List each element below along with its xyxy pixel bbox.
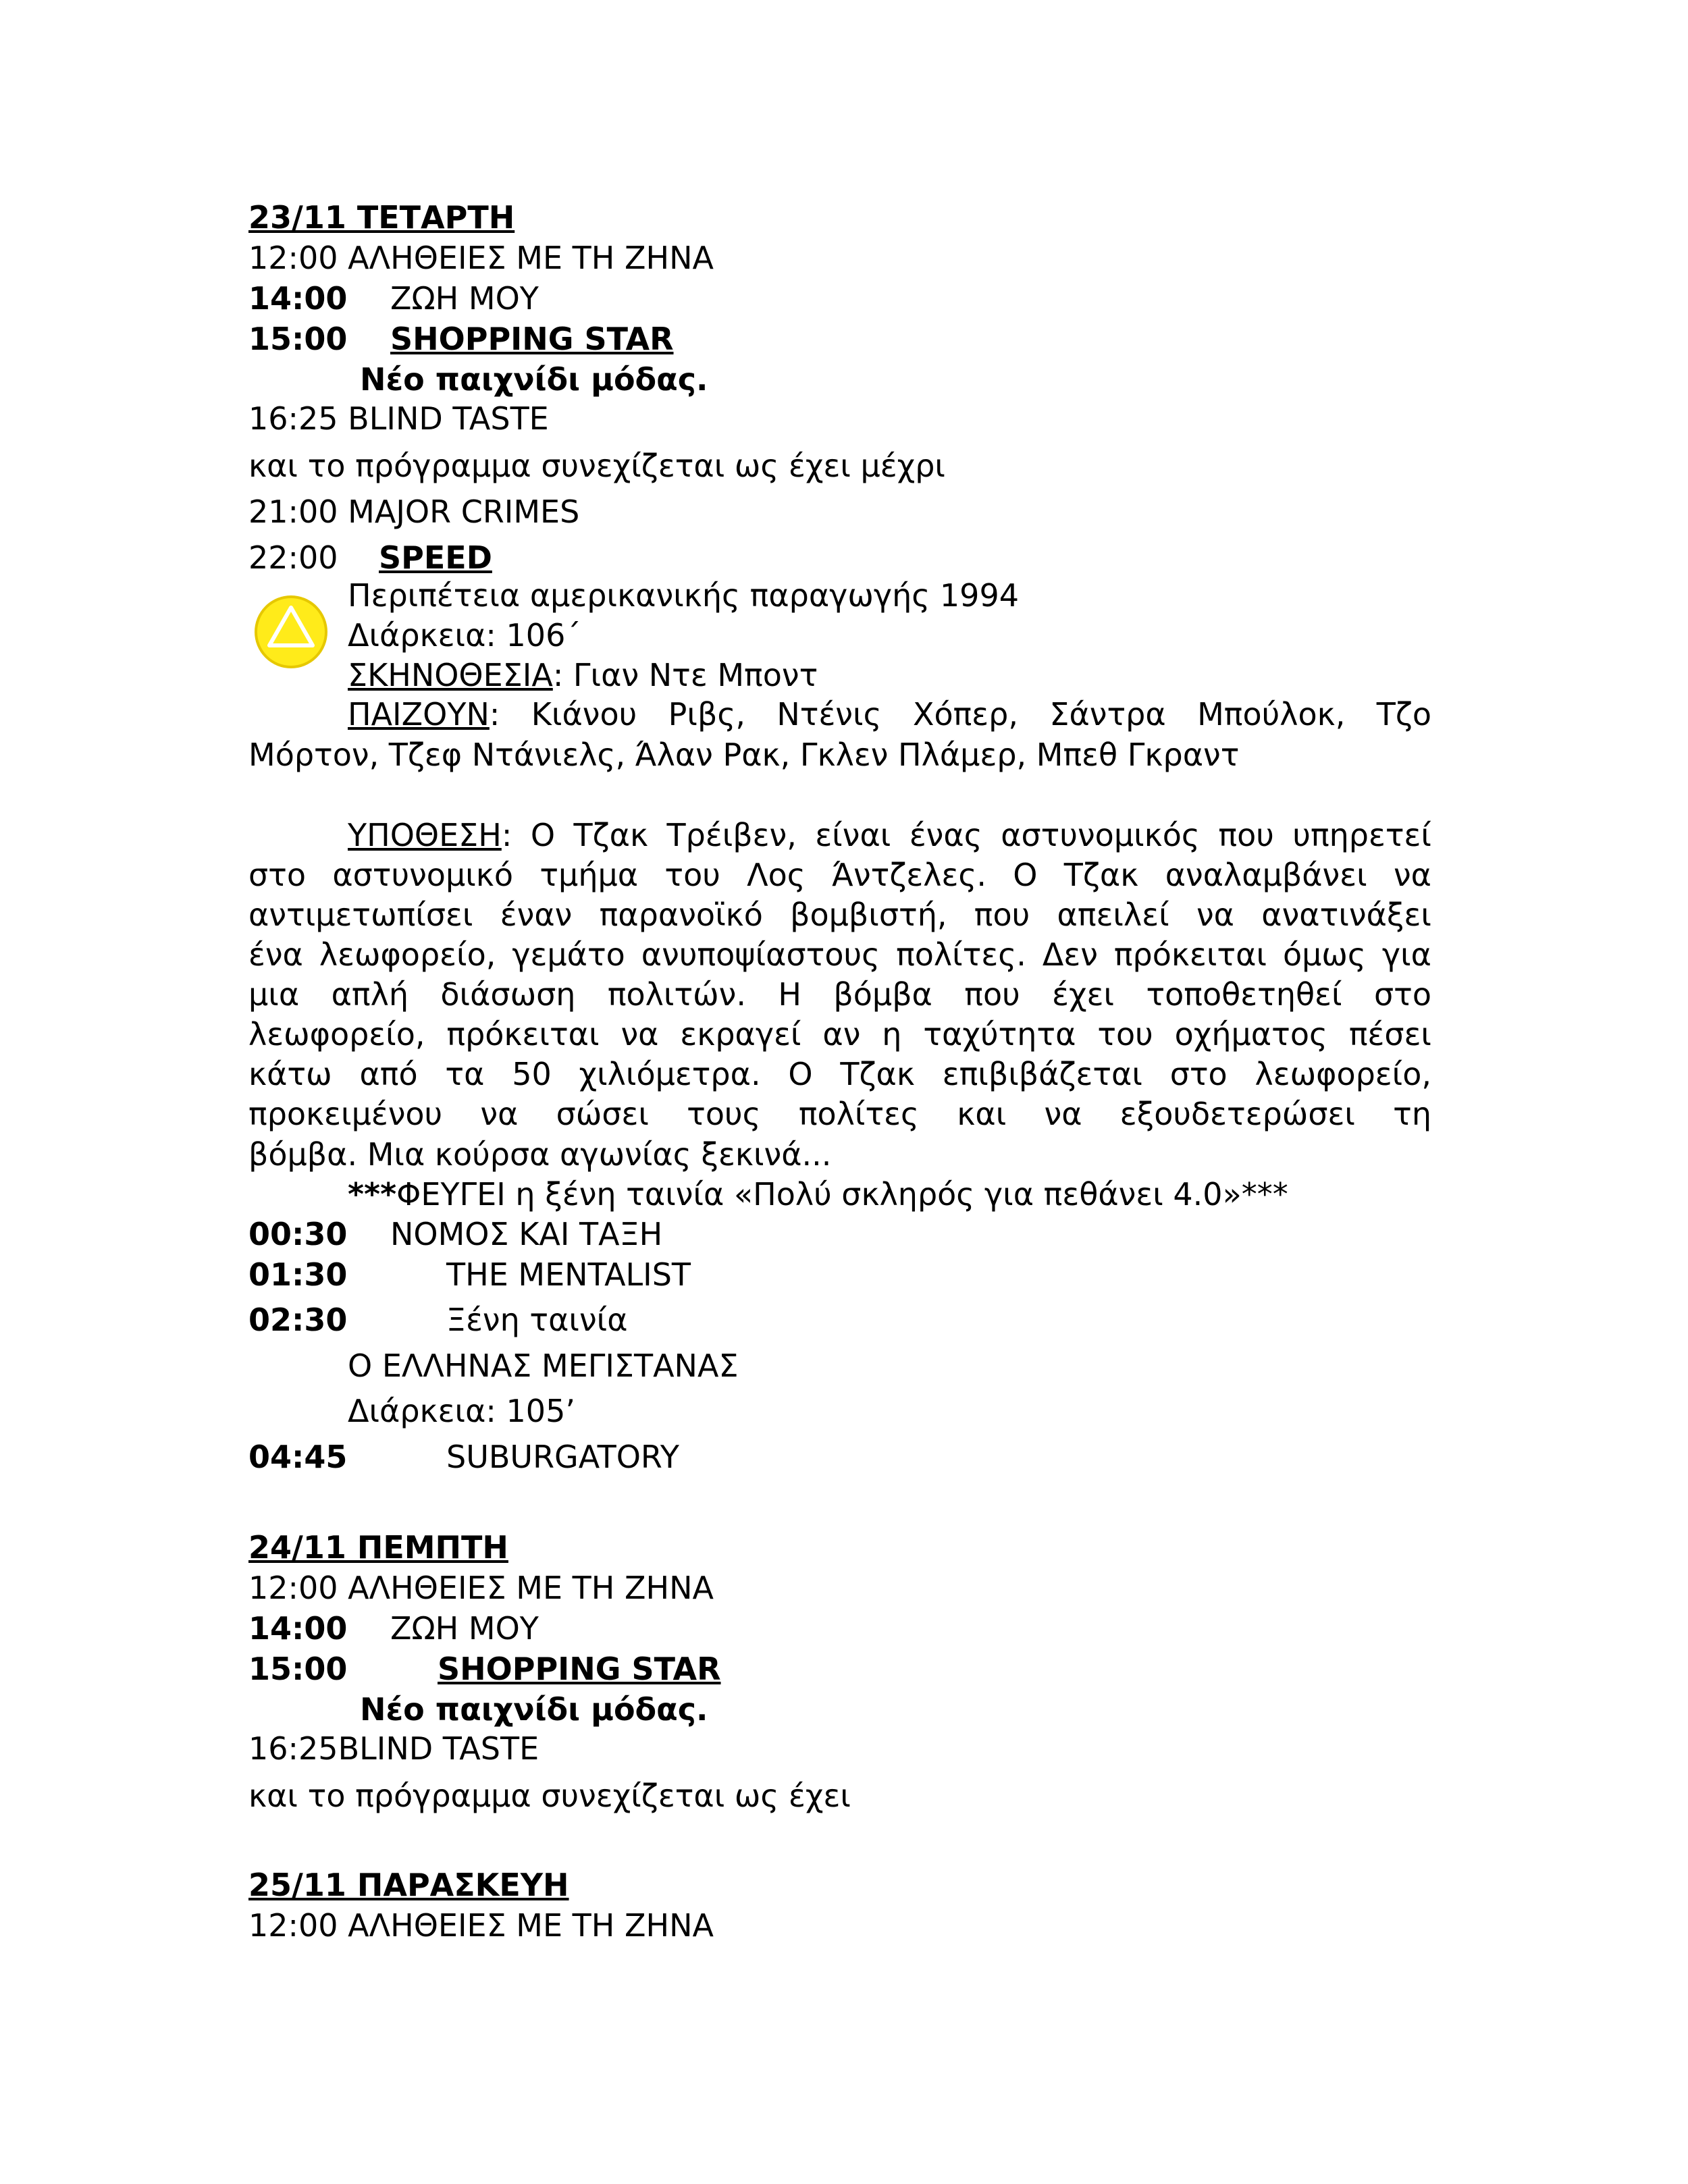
schedule-line: 12:00 ΑΛΗΘΕΙΕΣ ΜΕ ΤΗ ΖΗΝΑ [248, 1907, 714, 1944]
program-description: Νέο παιχνίδι μόδας. [360, 1691, 708, 1728]
schedule-line [248, 319, 674, 359]
rating-triangle-icon [253, 594, 329, 670]
schedule-line: 12:00 ΑΛΗΘΕΙΕΣ ΜΕ ΤΗ ΖΗΝΑ [248, 1570, 714, 1606]
note-text: ΦΕΥΓΕΙ η ξένη ταινία «Πολύ σκληρός για πεθάνει 4.0»*** [396, 1176, 1288, 1213]
schedule-continues-note: και το πρόγραμμα συνεχίζεται ως έχει [248, 1778, 851, 1814]
schedule-line [248, 278, 539, 319]
plot-line: αντιμετωπίσει έναν παρανοϊκό βομβιστή, που απειλεί να ανατινάξει [248, 897, 1431, 933]
plot-line: στο αστυνομικό τμήμα του Λος Άντζελες. Ο Τζακ αναλαμβάνει να [248, 857, 1431, 893]
schedule-line: 12:00 ΑΛΗΘΕΙΕΣ ΜΕ ΤΗ ΖΗΝΑ [248, 240, 714, 276]
schedule-line: 16:25BLIND TASTE [248, 1730, 539, 1767]
time: 00:30 [248, 1216, 348, 1252]
time: 15:00 [248, 321, 348, 357]
movie-title: SPEED [379, 539, 492, 576]
program-title: SUBURGATORY [446, 1439, 680, 1475]
time: 04:45 [248, 1439, 348, 1475]
day-heading-24-11: 24/11 ΠΕΜΠΤΗ [248, 1529, 508, 1566]
cast-label: ΠΑΙΖΟΥΝ [348, 696, 490, 733]
schedule-line [248, 1649, 721, 1689]
movie-title: Ο ΕΛΛΗΝΑΣ ΜΕΓΙΣΤΑΝΑΣ [348, 1348, 739, 1384]
time: 22:00 [248, 539, 338, 576]
schedule-continues-note: και το πρόγραμμα συνεχίζεται ως έχει μέχρι [248, 448, 945, 484]
time: 14:00 [248, 280, 348, 317]
schedule-line: 21:00 MAJOR CRIMES [248, 494, 580, 530]
schedule-line [248, 1608, 539, 1649]
program-title: SHOPPING STAR [390, 321, 674, 357]
schedule-line [248, 1214, 662, 1254]
program-title: ΖΩΗ ΜΟΥ [390, 280, 539, 317]
schedule-line [248, 537, 492, 578]
movie-duration: Διάρκεια: 106΄ [348, 617, 581, 654]
plot-line: κάτω από τα 50 χιλιόμετρα. Ο Τζακ επιβιβάζεται στο λεωφορείο, [248, 1056, 1431, 1092]
cast-value: : Κιάνου Ριβς, Ντένις Χόπερ, Σάντρα Μπούλοκ, Τζο [489, 696, 1431, 733]
schedule-line: 16:25 BLIND TASTE [248, 400, 549, 437]
plot-line: βόμβα. Μια κούρσα αγωνίας ξεκινά... [248, 1136, 832, 1173]
time: 15:00 [248, 1651, 348, 1687]
schedule-line [248, 1437, 679, 1477]
note-stars: *** [348, 1176, 397, 1213]
time: 14:00 [248, 1610, 348, 1647]
movie-genre: Περιπέτεια αμερικανικής παραγωγής 1994 [348, 577, 1019, 614]
day-heading-25-11: 25/11 ΠΑΡΑΣΚΕΥΗ [248, 1867, 569, 1903]
day-heading-23-11: 23/11 ΤΕΤΑΡΤΗ [248, 199, 515, 236]
schedule-line [248, 1300, 628, 1340]
plot-line: προκειμένου να σώσει τους πολίτες και να εξουδετερώσει τη [248, 1096, 1431, 1132]
time: 02:30 [248, 1302, 348, 1338]
schedule-change-note [348, 1174, 1288, 1215]
time: 01:30 [248, 1256, 348, 1293]
plot-label: ΥΠΟΘΕΣΗ [348, 817, 502, 853]
program-title: ΝΟΜΟΣ ΚΑΙ ΤΑΞΗ [390, 1216, 663, 1252]
schedule-line [248, 1254, 691, 1295]
plot-line: ένα λεωφορείο, γεμάτο ανυποψίαστους πολίτες. Δεν πρόκειται όμως για [248, 936, 1431, 973]
plot-line: μια απλή διάσωση πολιτών. Η βόμβα που έχει τοποθετηθεί στο [248, 976, 1431, 1013]
program-title: ΖΩΗ ΜΟΥ [390, 1610, 539, 1647]
director-value: : Γιαν Ντε Μποντ [552, 657, 818, 693]
program-title: Ξένη ταινία [446, 1302, 628, 1338]
program-description: Νέο παιχνίδι μόδας. [360, 361, 708, 398]
movie-cast-line1 [248, 695, 1431, 735]
program-title: THE MENTALIST [446, 1256, 691, 1293]
director-label: ΣΚΗΝΟΘΕΣΙΑ [348, 657, 553, 693]
plot-line: ΥΠΟΘΕΣΗ: Ο Τζακ Τρέιβεν, είναι ένας αστυνομικός που υπηρετεί [348, 817, 1431, 853]
program-title: SHOPPING STAR [438, 1651, 721, 1687]
movie-cast-line2: Μόρτον, Τζεφ Ντάνιελς, Άλαν Ρακ, Γκλεν Πλάμερ, Μπεθ Γκραντ [248, 737, 1240, 773]
movie-duration: Διάρκεια: 105’ [348, 1393, 575, 1429]
plot-line: λεωφορείο, πρόκειται να εκραγεί αν η ταχύτητα του οχήματος πέσει [248, 1016, 1431, 1053]
movie-director [348, 655, 818, 695]
